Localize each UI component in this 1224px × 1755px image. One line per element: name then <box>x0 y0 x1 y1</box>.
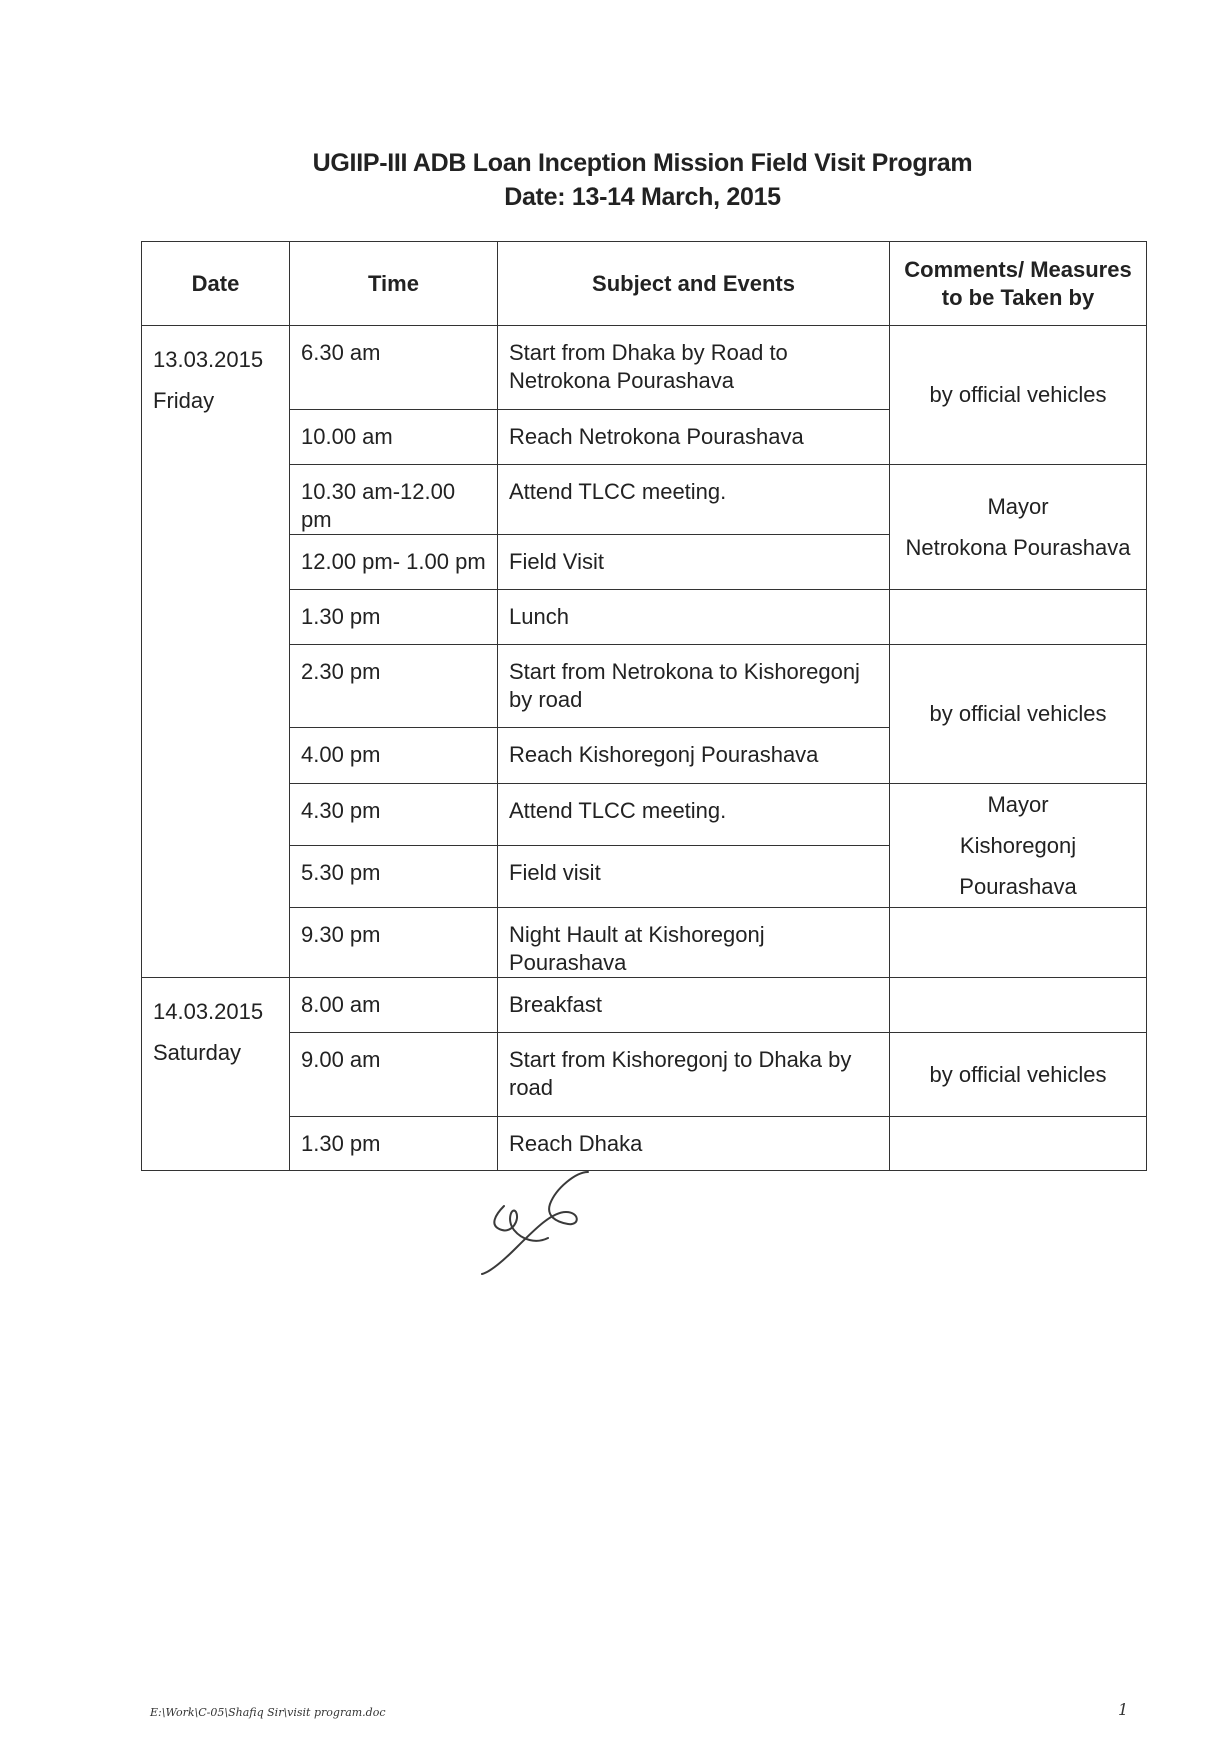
time-cell: 9.00 am <box>290 1033 498 1117</box>
comment-cell <box>890 784 1147 908</box>
table-row <box>142 784 1147 846</box>
comment-cell: by official vehicles <box>890 1033 1147 1117</box>
table-row <box>142 326 1147 410</box>
comment-cell-empty <box>890 978 1147 1033</box>
table-row <box>142 645 1147 728</box>
comment-cell-empty <box>890 590 1147 645</box>
subject-cell: Reach Netrokona Pourashava <box>498 410 890 465</box>
table-row <box>142 908 1147 978</box>
time-cell: 1.30 pm <box>290 590 498 645</box>
comment-cell-empty <box>890 908 1147 978</box>
time-cell: 4.30 pm <box>290 784 498 846</box>
document-title: UGIIP-III ADB Loan Inception Mission Field Visit Program <box>312 149 973 177</box>
time-cell: 9.30 pm <box>290 908 498 978</box>
subject-cell: Attend TLCC meeting. <box>498 465 890 535</box>
table-row <box>142 1033 1147 1117</box>
handwritten-signature <box>476 1168 596 1280</box>
schedule-table <box>141 241 1147 1171</box>
table-row <box>142 590 1147 645</box>
day-weekday: Friday <box>153 388 215 413</box>
subject-cell: Reach Kishoregonj Pourashava <box>498 728 890 784</box>
footer-file-path: E:\Work\C-05\Shafiq Sir\visit program.doc <box>150 1706 386 1719</box>
subject-cell: Field Visit <box>498 535 890 590</box>
day-date: 14.03.2015 <box>153 999 264 1024</box>
header-time: Time <box>290 242 498 326</box>
date-cell-day2 <box>142 978 290 1171</box>
subject-cell: Start from Netrokona to Kishoregonj by road <box>498 645 890 728</box>
date-cell-day1 <box>142 326 290 978</box>
comment-line: Kishoregonj Pourashava <box>959 833 1077 899</box>
time-cell: 8.00 am <box>290 978 498 1033</box>
document-title-block <box>140 146 1145 214</box>
table-row <box>142 978 1147 1033</box>
time-cell: 4.00 pm <box>290 728 498 784</box>
time-cell: 10.00 am <box>290 410 498 465</box>
subject-cell: Start from Kishoregonj to Dhaka by road <box>498 1033 890 1117</box>
comment-line: Netrokona Pourashava <box>905 535 1131 560</box>
time-cell: 6.30 am <box>290 326 498 410</box>
day-date: 13.03.2015 <box>153 347 264 372</box>
subject-cell: Start from Dhaka by Road to Netrokona Pourashava <box>498 326 890 410</box>
subject-cell: Breakfast <box>498 978 890 1033</box>
time-cell: 2.30 pm <box>290 645 498 728</box>
document-date-line: Date: 13-14 March, 2015 <box>504 183 781 211</box>
time-cell: 5.30 pm <box>290 846 498 908</box>
header-date: Date <box>142 242 290 326</box>
comment-line: Mayor <box>987 494 1049 519</box>
page-number: 1 <box>1118 1700 1129 1719</box>
time-cell: 1.30 pm <box>290 1117 498 1171</box>
comment-cell: by official vehicles <box>890 645 1147 784</box>
day-weekday: Saturday <box>153 1040 242 1065</box>
header-comments: Comments/ Measures to be Taken by <box>890 242 1147 326</box>
table-row <box>142 1117 1147 1171</box>
header-subject: Subject and Events <box>498 242 890 326</box>
subject-cell: Field visit <box>498 846 890 908</box>
table-header-row <box>142 242 1147 326</box>
comment-cell: by official vehicles <box>890 326 1147 465</box>
table-row <box>142 465 1147 535</box>
subject-cell: Night Hault at Kishoregonj Pourashava <box>498 908 890 978</box>
time-cell: 10.30 am-12.00 pm <box>290 465 498 535</box>
time-cell: 12.00 pm- 1.00 pm <box>290 535 498 590</box>
subject-cell: Reach Dhaka <box>498 1117 890 1171</box>
comment-cell <box>890 465 1147 590</box>
comment-cell-empty <box>890 1117 1147 1171</box>
comment-line: Mayor <box>987 792 1049 817</box>
subject-cell: Lunch <box>498 590 890 645</box>
subject-cell: Attend TLCC meeting. <box>498 784 890 846</box>
